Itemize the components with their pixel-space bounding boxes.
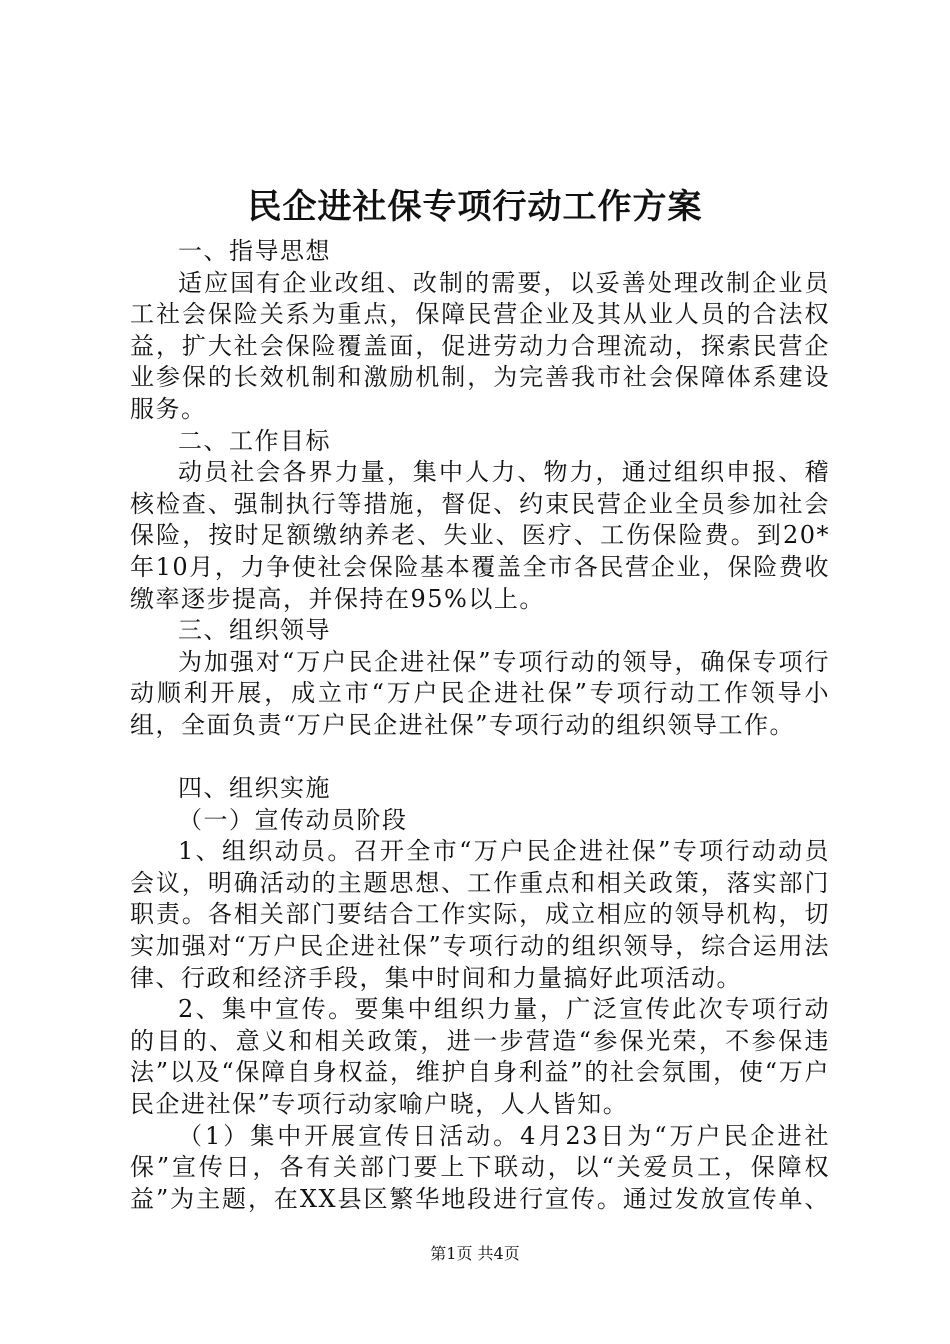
paragraph-centralized-publicity: 2、集中宣传。要集中组织力量，广泛宣传此次专项行动的目的、意义和相关政策，进一步营造“参保光荣，不参保违法”以及“保障自身权益，维护自身利益”的社会氛围，使“万户民企进社保”专项行动家喻户晓，人人皆知。 [130, 995, 830, 1119]
section-heading-implementation: 四、组织实施 [178, 774, 331, 803]
blank-line [130, 742, 830, 774]
document-title: 民企进社保专项行动工作方案 [247, 187, 703, 227]
page-footer: 第1页 共4页 [430, 1244, 520, 1263]
paragraph-publicity-day: （1）集中开展宣传日活动。4月23日为“万户民企进社保”宣传日，各有关部门要上下联动，以“关爱员工，保障权益”为主题，在XX县区繁华地段进行宣传。通过发放宣传单、 [130, 1121, 830, 1213]
section-heading-organization-leadership: 三、组织领导 [178, 616, 331, 645]
document-body [130, 236, 830, 1215]
paragraph-work-goals: 动员社会各界力量，集中人力、物力，通过组织申报、稽核检查、强制执行等措施，督促、约束民营企业全员参加社会保险，按时足额缴纳养老、失业、医疗、工伤保险费。到20*年10月，力争使社会保险基本覆盖全市各民营企业，保险费收缴率逐步提高，并保持在95%以上。 [130, 458, 830, 613]
paragraph-organize-mobilization: 1、组织动员。召开全市“万户民企进社保”专项行动动员会议，明确活动的主题思想、工作重点和相关政策，落实部门职责。各相关部门要结合工作实际，成立相应的领导机构，切实加强对“万户民企进社保”专项行动的组织领导，综合运用法律、行政和经济手段，集中时间和力量搞好此项活动。 [130, 837, 830, 992]
section-heading-guiding-ideology: 一、指导思想 [178, 237, 331, 265]
paragraph-organization-leadership: 为加强对“万户民企进社保”专项行动的领导，确保专项行动顺利开展，成立市“万户民企进社保”专项行动工作领导小组，全面负责“万户民企进社保”专项行动的组织领导工作。 [130, 647, 830, 739]
paragraph-guiding-ideology: 适应国有企业改组、改制的需要，以妥善处理改制企业员工社会保险关系为重点，保障民营企业及其从业人员的合法权益，扩大社会保险覆盖面，促进劳动力合理流动，探索民营企业参保的长效机制和激励机制，为完善我市社会保障体系建设服务。 [130, 268, 830, 423]
section-heading-work-goals: 二、工作目标 [178, 426, 331, 455]
subsection-heading-publicity-stage: （一）宣传动员阶段 [178, 805, 408, 834]
